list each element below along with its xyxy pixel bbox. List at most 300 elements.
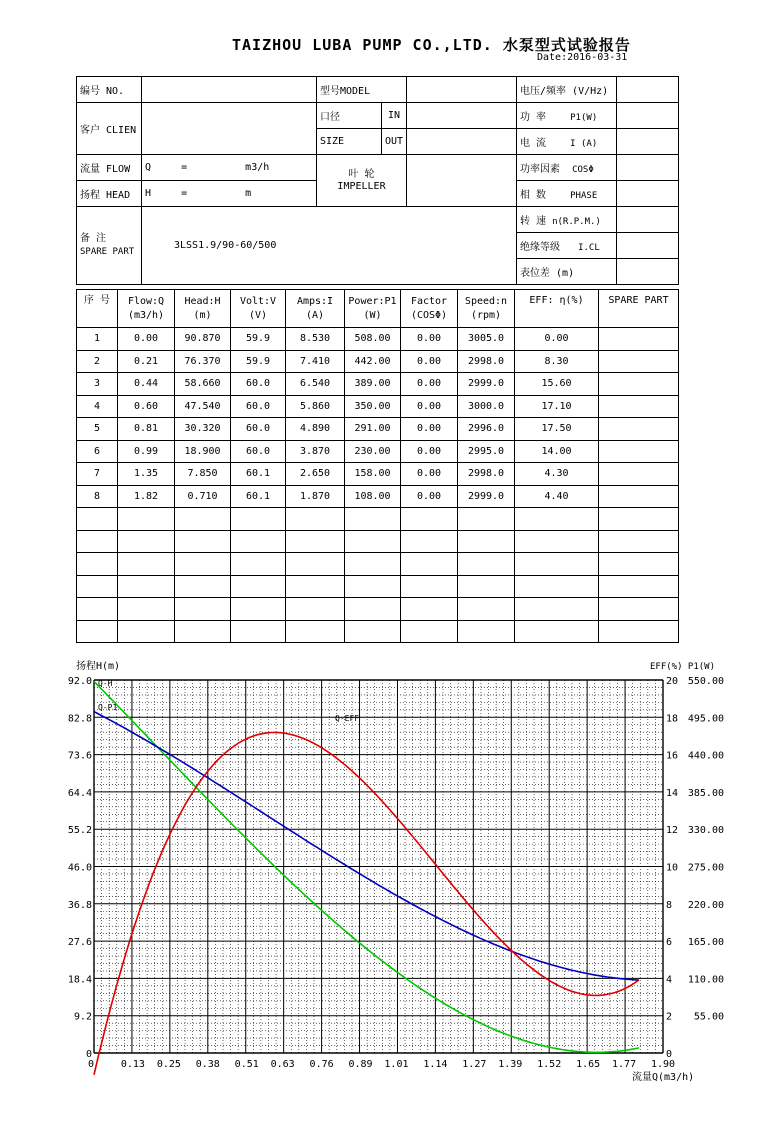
table-cell[interactable]: 4	[77, 395, 118, 418]
table-cell[interactable]: 0.00	[515, 328, 599, 351]
remark-value[interactable]: 3LSS1.9/90-60/500	[142, 207, 517, 285]
table-cell[interactable]	[345, 553, 401, 576]
y-axis-right-title: EFF(%) P1(W)	[650, 662, 716, 672]
insulation-label: 绝缘等级	[520, 242, 561, 253]
head-label: 扬程 HEAD	[77, 181, 142, 207]
y-eff-tick-label: 10	[666, 862, 679, 874]
table-cell[interactable]	[175, 598, 231, 621]
speed-label: 转 速	[520, 216, 547, 227]
table-cell[interactable]: 5	[77, 418, 118, 441]
table-cell[interactable]	[599, 418, 679, 441]
table-cell[interactable]: 2.650	[286, 463, 345, 486]
insulation-unit: I.CL	[578, 243, 600, 253]
client-label: 客户 CLIEN	[77, 103, 142, 155]
table-cell[interactable]: 17.10	[515, 395, 599, 418]
table-cell[interactable]: 18.900	[175, 440, 231, 463]
table-cell[interactable]: 0.00	[401, 350, 458, 373]
column-header-name: Power:P1	[348, 295, 397, 307]
head-value-cell[interactable]	[142, 181, 317, 207]
table-cell[interactable]	[458, 553, 515, 576]
curve-power	[94, 712, 639, 980]
x-tick-label: 0.25	[156, 1059, 181, 1070]
y-eff-tick-label: 16	[666, 750, 679, 762]
x-tick-label: 1.52	[537, 1059, 562, 1070]
table-row	[77, 395, 679, 418]
column-header-name: SPARE PART	[608, 295, 669, 306]
phase-value[interactable]	[617, 181, 679, 207]
x-tick-label: 0.63	[270, 1059, 295, 1070]
insulation-label-cell	[517, 233, 617, 259]
table-cell[interactable]	[286, 598, 345, 621]
impeller-value[interactable]	[407, 155, 517, 207]
table-cell[interactable]: 90.870	[175, 328, 231, 351]
y-left-tick-label: 46.0	[67, 862, 92, 874]
y-power-tick-label: 220.00	[687, 899, 724, 911]
table-cell[interactable]: 4.40	[515, 485, 599, 508]
report-date: Date:2016-03-31	[537, 52, 628, 63]
table-cell[interactable]: 158.00	[345, 463, 401, 486]
table-row	[77, 328, 679, 351]
column-header	[118, 290, 175, 328]
x-tick-label: 0.76	[309, 1059, 334, 1070]
table-cell[interactable]: 0.00	[401, 373, 458, 396]
table-cell[interactable]	[458, 508, 515, 531]
column-header-name: Flow:Q	[127, 295, 165, 307]
y-eff-tick-label: 2	[666, 1011, 673, 1023]
column-header-unit: (rpm)	[470, 309, 502, 321]
table-cell[interactable]: 0.710	[175, 485, 231, 508]
major-grid	[94, 680, 663, 1053]
column-header-name: Head:H	[184, 295, 221, 307]
x-axis-title: 流量Q(m3/h)	[632, 1072, 695, 1083]
table-cell[interactable]: 350.00	[345, 395, 401, 418]
column-header-name: Volt:V	[239, 295, 277, 307]
table-cell[interactable]	[286, 530, 345, 553]
table-cell[interactable]: 60.1	[231, 463, 286, 486]
column-header	[401, 290, 458, 328]
y-left-tick-label: 36.8	[67, 899, 92, 911]
x-tick-label: 1.27	[462, 1059, 487, 1070]
current-label: 电 流	[520, 138, 547, 149]
flow-q: Q	[145, 162, 152, 173]
y-eff-tick-label: 18	[666, 713, 679, 725]
pf-value[interactable]	[617, 155, 679, 181]
table-cell[interactable]: 58.660	[175, 373, 231, 396]
table-cell[interactable]: 2998.0	[458, 463, 515, 486]
table-cell[interactable]: 1.870	[286, 485, 345, 508]
table-row	[77, 373, 679, 396]
table-cell[interactable]	[401, 598, 458, 621]
x-tick-label: 1.39	[498, 1059, 523, 1070]
table-cell[interactable]: 0.00	[401, 463, 458, 486]
table-cell[interactable]: 108.00	[345, 485, 401, 508]
table-cell[interactable]	[599, 463, 679, 486]
table-cell[interactable]	[345, 575, 401, 598]
table-cell[interactable]: 60.1	[231, 485, 286, 508]
table-cell[interactable]: 442.00	[345, 350, 401, 373]
head-eq: =	[181, 188, 188, 199]
curve-label-head: Q-H	[98, 679, 113, 688]
table-cell[interactable]: 3.870	[286, 440, 345, 463]
x-tick-label: 1.90	[650, 1059, 676, 1070]
table-cell[interactable]: 17.50	[515, 418, 599, 441]
table-cell[interactable]	[231, 553, 286, 576]
table-cell[interactable]: 8.530	[286, 328, 345, 351]
table-cell[interactable]	[345, 620, 401, 643]
y-left-tick-label: 27.6	[67, 937, 92, 949]
table-cell[interactable]	[286, 620, 345, 643]
column-header-name: 序 号	[83, 295, 111, 306]
column-header	[77, 290, 118, 328]
head-unit: m	[245, 188, 252, 199]
table-cell[interactable]	[599, 575, 679, 598]
table-cell[interactable]: 59.9	[231, 350, 286, 373]
table-cell[interactable]	[599, 620, 679, 643]
gauge-label: 表位差 (m)	[517, 259, 617, 285]
table-cell[interactable]: 30.320	[175, 418, 231, 441]
table-cell[interactable]: 1.35	[118, 463, 175, 486]
column-header	[231, 290, 286, 328]
table-row	[77, 350, 679, 373]
empty-row	[77, 620, 679, 643]
table-cell[interactable]: 4.890	[286, 418, 345, 441]
table-cell[interactable]	[599, 328, 679, 351]
table-cell[interactable]	[599, 395, 679, 418]
empty-row	[77, 598, 679, 621]
table-cell[interactable]	[175, 553, 231, 576]
x-tick-label: 0.51	[234, 1059, 259, 1070]
table-row	[77, 440, 679, 463]
y-power-tick-label: 55.00	[693, 1011, 724, 1023]
x-tick-label: 0.38	[195, 1059, 220, 1070]
pf-label-cell	[517, 155, 617, 181]
table-cell[interactable]: 6.540	[286, 373, 345, 396]
y-axis-left-title: 扬程H(m)	[76, 661, 121, 672]
table-cell[interactable]: 291.00	[345, 418, 401, 441]
column-header	[345, 290, 401, 328]
header-table	[76, 76, 679, 285]
current-label-cell	[517, 129, 617, 155]
table-cell[interactable]: 1.82	[118, 485, 175, 508]
table-cell[interactable]: 60.0	[231, 395, 286, 418]
table-cell[interactable]: 389.00	[345, 373, 401, 396]
column-header-name: Factor	[410, 295, 448, 307]
table-cell[interactable]: 0.81	[118, 418, 175, 441]
table-cell[interactable]	[231, 508, 286, 531]
out-label: OUT	[382, 129, 407, 155]
table-cell[interactable]	[599, 553, 679, 576]
table-cell[interactable]: 3000.0	[458, 395, 515, 418]
table-cell[interactable]: 8	[77, 485, 118, 508]
table-cell[interactable]	[599, 485, 679, 508]
x-tick-label: 1.77	[612, 1059, 637, 1070]
model-value[interactable]	[407, 77, 517, 103]
y-left-tick-label: 18.4	[67, 974, 92, 986]
table-cell[interactable]: 2998.0	[458, 350, 515, 373]
y-power-tick-label: 110.00	[687, 974, 724, 986]
speed-unit: n(R.P.M.)	[552, 217, 601, 227]
table-cell[interactable]: 0.00	[118, 328, 175, 351]
table-cell[interactable]: 60.0	[231, 373, 286, 396]
column-header-name: Amps:I	[296, 295, 334, 307]
table-cell[interactable]	[345, 530, 401, 553]
table-cell[interactable]: 0.99	[118, 440, 175, 463]
flow-label: 流量 FLOW	[77, 155, 142, 181]
column-header-unit: (A)	[305, 309, 325, 321]
out-value[interactable]	[407, 129, 517, 155]
table-cell[interactable]: 3005.0	[458, 328, 515, 351]
caliber-label: 口径	[317, 103, 382, 129]
impeller-label-cn: 叶 轮	[348, 168, 375, 180]
table-cell[interactable]: 5.860	[286, 395, 345, 418]
table-cell[interactable]: 0.00	[401, 395, 458, 418]
y-left-tick-label: 55.2	[67, 825, 92, 837]
table-cell[interactable]: 0.00	[401, 485, 458, 508]
table-cell[interactable]	[401, 508, 458, 531]
empty-row	[77, 508, 679, 531]
table-cell[interactable]	[77, 575, 118, 598]
table-cell[interactable]	[77, 598, 118, 621]
table-cell[interactable]	[118, 575, 175, 598]
model-label: 型号MODEL	[317, 77, 407, 103]
table-row	[77, 418, 679, 441]
column-header-name: Speed:n	[464, 295, 508, 307]
flow-unit: m3/h	[245, 162, 270, 173]
table-cell[interactable]	[599, 530, 679, 553]
table-cell[interactable]	[401, 530, 458, 553]
remark-label	[77, 207, 142, 285]
x-tick-label: 0.13	[120, 1059, 145, 1070]
x-tick-label: 0	[87, 1059, 94, 1070]
table-cell[interactable]	[515, 575, 599, 598]
x-tick-label: 1.01	[384, 1059, 409, 1070]
flow-eq: =	[181, 162, 188, 173]
table-cell[interactable]	[515, 508, 599, 531]
column-header-unit: (m)	[193, 309, 212, 321]
table-cell[interactable]	[599, 440, 679, 463]
y-left-tick-label: 0	[85, 1049, 92, 1060]
table-cell[interactable]	[401, 553, 458, 576]
table-cell[interactable]	[175, 530, 231, 553]
column-header-unit: (COSΦ)	[410, 309, 448, 321]
table-cell[interactable]	[599, 350, 679, 373]
table-cell[interactable]: 3	[77, 373, 118, 396]
phase-unit: PHASE	[570, 191, 598, 201]
table-cell[interactable]: 0.21	[118, 350, 175, 373]
table-cell[interactable]	[77, 530, 118, 553]
column-header	[515, 290, 599, 328]
table-cell[interactable]	[118, 530, 175, 553]
table-cell[interactable]	[286, 553, 345, 576]
table-cell[interactable]: 230.00	[345, 440, 401, 463]
table-cell[interactable]	[77, 508, 118, 531]
table-cell[interactable]: 0.00	[401, 440, 458, 463]
column-header-unit: (m3/h)	[127, 309, 165, 321]
table-cell[interactable]: 7	[77, 463, 118, 486]
table-cell[interactable]	[118, 598, 175, 621]
table-cell[interactable]: 4.30	[515, 463, 599, 486]
y-left-tick-label: 73.6	[67, 750, 92, 762]
y-left-tick-label: 9.2	[73, 1011, 92, 1023]
size-label: SIZE	[317, 129, 382, 155]
table-header-row	[77, 290, 679, 328]
y-power-tick-label: 165.00	[687, 937, 724, 949]
remark-label-en: SPARE PART	[80, 247, 135, 257]
table-cell[interactable]: 0.60	[118, 395, 175, 418]
empty-row	[77, 553, 679, 576]
x-tick-label: 1.65	[576, 1059, 601, 1070]
table-row	[77, 485, 679, 508]
table-cell[interactable]	[175, 620, 231, 643]
phase-label: 相 数	[520, 190, 547, 201]
table-cell[interactable]	[401, 620, 458, 643]
table-cell[interactable]	[458, 575, 515, 598]
table-cell[interactable]	[458, 530, 515, 553]
client-value[interactable]	[142, 103, 317, 155]
column-header-unit: (V)	[248, 309, 268, 321]
y-eff-tick-label: 4	[666, 974, 673, 986]
table-cell[interactable]	[599, 508, 679, 531]
y-power-tick-label: 330.00	[687, 825, 724, 837]
table-cell[interactable]: 2999.0	[458, 485, 515, 508]
report-title: TAIZHOU LUBA PUMP CO.,LTD. 水泵型式试验报告	[232, 36, 631, 54]
table-cell[interactable]	[77, 553, 118, 576]
table-cell[interactable]	[118, 553, 175, 576]
table-cell[interactable]	[231, 575, 286, 598]
table-cell[interactable]	[231, 620, 286, 643]
table-cell[interactable]	[345, 508, 401, 531]
table-cell[interactable]: 59.9	[231, 328, 286, 351]
y-left-tick-label: 82.8	[67, 713, 92, 725]
table-cell[interactable]	[458, 620, 515, 643]
table-cell[interactable]	[515, 620, 599, 643]
y-eff-tick-label: 8	[666, 899, 673, 911]
empty-row	[77, 575, 679, 598]
voltage-value[interactable]	[617, 77, 679, 103]
y-left-tick-label: 64.4	[67, 787, 92, 799]
table-cell[interactable]: 0.00	[401, 328, 458, 351]
remark-label-cn: 备 注	[80, 233, 107, 244]
axis-labels	[68, 659, 724, 1083]
power-label-cell	[517, 103, 617, 129]
gauge-value[interactable]	[617, 259, 679, 285]
column-header	[286, 290, 345, 328]
table-cell[interactable]	[599, 373, 679, 396]
table-cell[interactable]: 508.00	[345, 328, 401, 351]
table-cell[interactable]: 76.370	[175, 350, 231, 373]
power-unit: P1(W)	[570, 113, 598, 123]
table-cell[interactable]: 7.410	[286, 350, 345, 373]
table-cell[interactable]: 47.540	[175, 395, 231, 418]
column-header	[458, 290, 515, 328]
table-cell[interactable]	[286, 575, 345, 598]
y-power-tick-label: 440.00	[687, 750, 724, 762]
phase-label-cell	[517, 181, 617, 207]
table-cell[interactable]	[175, 508, 231, 531]
table-cell[interactable]	[77, 620, 118, 643]
speed-label-cell	[517, 207, 617, 233]
table-cell[interactable]: 6	[77, 440, 118, 463]
y-power-tick-label: 550.00	[687, 676, 724, 687]
table-cell[interactable]	[231, 598, 286, 621]
pf-unit: COSΦ	[572, 165, 594, 175]
curve-label-power: Q-P1	[98, 703, 118, 712]
in-value[interactable]	[407, 103, 517, 129]
y-eff-tick-label: 6	[666, 937, 673, 949]
table-cell[interactable]: 0.00	[401, 418, 458, 441]
y-eff-tick-label: 0	[666, 1049, 673, 1060]
table-cell[interactable]	[458, 598, 515, 621]
table-cell[interactable]: 7.850	[175, 463, 231, 486]
y-power-tick-label: 495.00	[687, 713, 724, 725]
table-cell[interactable]: 2999.0	[458, 373, 515, 396]
table-cell[interactable]	[118, 620, 175, 643]
table-cell[interactable]	[515, 598, 599, 621]
flow-value-cell[interactable]	[142, 155, 317, 181]
curve-label-eff: Q-EFF	[335, 714, 360, 723]
table-cell[interactable]: 1	[77, 328, 118, 351]
column-header	[599, 290, 679, 328]
voltage-label: 电压/频率 (V/Hz)	[517, 77, 617, 103]
x-tick-label: 1.14	[423, 1059, 448, 1070]
table-cell[interactable]: 2996.0	[458, 418, 515, 441]
column-header-name: EFF: η(%)	[529, 295, 584, 306]
pf-label: 功率因素	[520, 164, 561, 175]
y-left-tick-label: 92.0	[67, 676, 92, 687]
table-cell[interactable]	[515, 530, 599, 553]
no-label: 编号 NO.	[77, 77, 142, 103]
table-cell[interactable]	[231, 530, 286, 553]
table-cell[interactable]	[345, 598, 401, 621]
current-value[interactable]	[617, 129, 679, 155]
impeller-label-en: IMPELLER	[337, 180, 386, 192]
table-cell[interactable]: 15.60	[515, 373, 599, 396]
column-header-unit: (W)	[363, 309, 382, 321]
head-h: H	[145, 188, 152, 199]
x-tick-label: 0.89	[348, 1059, 373, 1070]
table-cell[interactable]	[599, 598, 679, 621]
performance-chart	[0, 655, 769, 1129]
current-unit: I (A)	[570, 139, 598, 149]
insulation-value[interactable]	[617, 233, 679, 259]
table-cell[interactable]: 60.0	[231, 418, 286, 441]
no-value[interactable]	[142, 77, 317, 103]
test-data-table	[76, 289, 679, 643]
table-cell[interactable]: 8.30	[515, 350, 599, 373]
y-eff-tick-label: 14	[666, 787, 679, 799]
speed-value[interactable]	[617, 207, 679, 233]
in-label: IN	[382, 103, 407, 129]
table-cell[interactable]	[175, 575, 231, 598]
y-eff-tick-label: 20	[666, 676, 679, 687]
table-cell[interactable]: 2	[77, 350, 118, 373]
y-power-tick-label: 275.00	[687, 862, 724, 874]
table-cell[interactable]: 60.0	[231, 440, 286, 463]
table-cell[interactable]: 2995.0	[458, 440, 515, 463]
empty-row	[77, 530, 679, 553]
y-power-tick-label: 385.00	[687, 787, 724, 799]
table-cell[interactable]: 14.00	[515, 440, 599, 463]
table-row	[77, 463, 679, 486]
table-cell[interactable]	[118, 508, 175, 531]
y-eff-tick-label: 12	[666, 825, 679, 837]
table-cell[interactable]	[286, 508, 345, 531]
table-cell[interactable]	[401, 575, 458, 598]
table-cell[interactable]	[515, 553, 599, 576]
power-label: 功 率	[520, 112, 547, 123]
table-cell[interactable]: 0.44	[118, 373, 175, 396]
power-value[interactable]	[617, 103, 679, 129]
